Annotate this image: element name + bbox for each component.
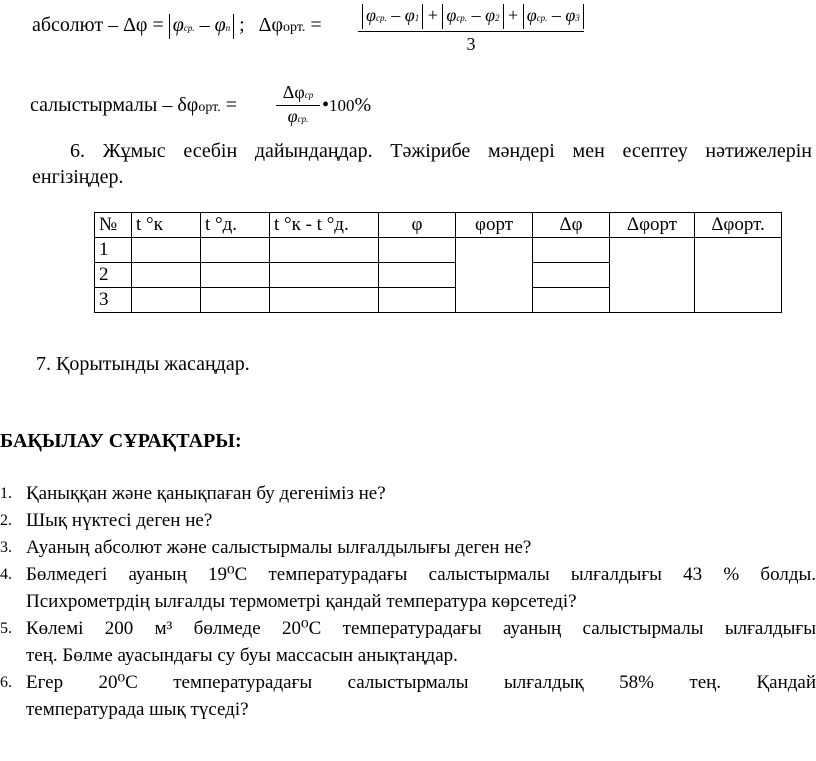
col-header: φ <box>379 213 456 238</box>
list-item: 3. Ауаның абсолют және салыстырмалы ылғалдылығы деген не? <box>0 537 532 558</box>
formula-absolute: абсолют – Δφ = φср. – φn ; Δφорт. = <box>32 14 322 39</box>
formula-rel-label: салыстырмалы – δφ <box>30 94 199 116</box>
col-header: Δφорт <box>610 213 695 238</box>
fraction-numerator: φср. – φ1 + φср. – φ2 + φср. – φ3 <box>358 4 584 32</box>
step7: 7. Қорытынды жасаңдар. <box>36 353 250 375</box>
step6-line1: 6. Жұмыс есебін дайындаңдар. Тәжірибе мәндері мен есептеу нәтижелерін <box>70 140 812 162</box>
col-header: Δφорт. <box>695 213 782 238</box>
table-row: 1 <box>95 238 782 263</box>
formula-relative: салыстырмалы – δφорт. = <box>30 94 237 116</box>
list-item: 5. Көлемі 200 м³ бөлмеде 20⁰С температурадағы ауаның салыстырмалы ылғалдығы тең. Бөлме ауасындағы су буы массасын анықтаңдар. <box>0 618 816 666</box>
col-header: t °к - t °д. <box>270 213 379 238</box>
formula-rel-tail: •100% <box>322 94 372 116</box>
col-header: № <box>95 213 132 238</box>
list-item: 1. Қаныққан және қанықпаған бу дегеніміз не? <box>0 483 386 504</box>
section-title: БАҚЫЛАУ СҰРАҚТАРЫ: <box>0 430 242 452</box>
fraction-relative: Δφср φср. <box>276 82 320 127</box>
step6-line2: енгізіңдер. <box>32 166 124 188</box>
list-item: 6. Егер 20⁰С температурадағы салыстырмалы ылғалдық 58% тең. Қандай температурада шық түседі? <box>0 672 816 720</box>
table-header-row <box>95 213 782 238</box>
col-header: φорт <box>456 213 533 238</box>
results-table <box>94 212 782 313</box>
fraction-abs-mean <box>358 4 584 55</box>
delta-phi-ort: Δφ <box>258 14 284 36</box>
col-header: Δφ <box>533 213 610 238</box>
col-header: t °д. <box>201 213 270 238</box>
formula-abs-label: абсолют – Δφ = <box>32 14 164 36</box>
questions-list <box>0 480 816 723</box>
table-row: 3 <box>95 288 782 313</box>
list-item: 2. Шық нүктесі деген не? <box>0 510 213 531</box>
table-row: 2 <box>95 263 782 288</box>
abs-value-bars: φср. – φn <box>169 14 234 39</box>
fraction-denominator: 3 <box>466 34 476 54</box>
col-header: t °к <box>132 213 201 238</box>
list-item: 4. Бөлмедегі ауаның 19⁰С температурадағы салыстырмалы ылғалдығы 43 % болды. Психрометрдің ылғалды термометрі қандай температура көрсетеді? <box>0 564 816 612</box>
